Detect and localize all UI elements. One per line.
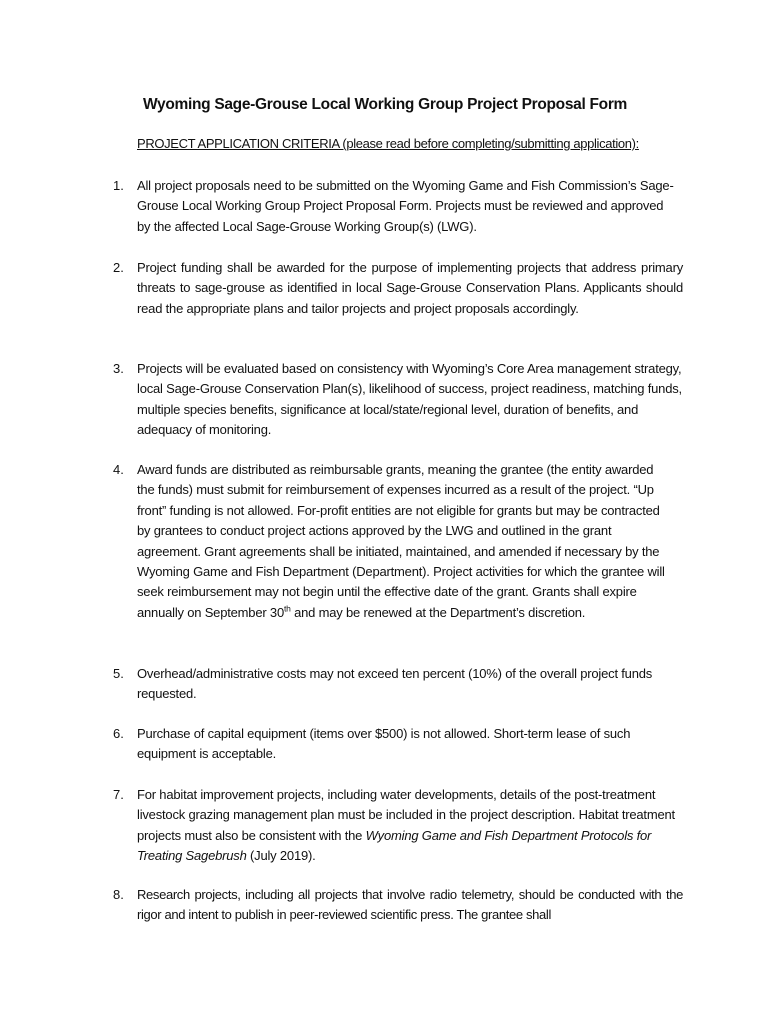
item-text-part: For habitat improvement projects, including water developments, details of the post-treatment livestock grazing management plan must be included in the project description. Habitat treatment projects must also be consistent with the bbox=[137, 787, 675, 843]
item-text: All project proposals need to be submitted on the Wyoming Game and Fish Commission’s Sage-Grouse Local Working Group Project Proposal Form. Projects must be reviewed and approved by the affected Local Sage-Grouse Working Group(s) (LWG). bbox=[137, 178, 674, 234]
item-text: Purchase of capital equipment (items over $500) is not allowed. Short-term lease of such equipment is acceptable. bbox=[137, 726, 631, 762]
item-number: 8. bbox=[113, 887, 124, 902]
item-number: 6. bbox=[113, 726, 124, 741]
criteria-item-1 bbox=[113, 176, 683, 237]
item-text-part: Award funds are distributed as reimbursable grants, meaning the grantee (the entity awarded the funds) must submit for reimbursement of expenses incurred as a result of the project. “Up front” funding is not allowed. For-profit entities are not eligible for grants but may be contracted by grantees to conduct project actions approved by the LWG and outlined in the grant agreement. Grant agreements shall be initiated, maintained, and amended if necessary by the Wyoming Game and Fish Department (Department). Project activities for which the grantee will seek reimbursement may not begin until the effective date of the grant. Grants shall expire annually on September 30 bbox=[137, 462, 665, 620]
item-text: Project funding shall be awarded for the purpose of implementing projects that address primary threats to sage-grouse as identified in local Sage-Grouse Conservation Plans. Applicants should read the appropriate plans and tailor projects and project proposals accordingly. bbox=[137, 260, 683, 316]
criteria-heading: PROJECT APPLICATION CRITERIA (please read before completing/submitting application): bbox=[137, 136, 639, 151]
item-text: Research projects, including all projects that involve radio telemetry, should be conducted with the rigor and intent to publish in peer-reviewed scientific press. The grantee shall bbox=[137, 887, 683, 923]
item-number: 2. bbox=[113, 260, 124, 275]
criteria-item-3 bbox=[113, 359, 683, 441]
item-text: Overhead/administrative costs may not exceed ten percent (10%) of the overall project funds requested. bbox=[137, 666, 653, 702]
criteria-item-2 bbox=[113, 258, 683, 319]
ordinal-suffix: th bbox=[283, 603, 291, 614]
item-number: 5. bbox=[113, 666, 124, 681]
criteria-item-4 bbox=[113, 460, 683, 623]
item-text-part: and may be renewed at the Department’s discretion. bbox=[290, 604, 586, 620]
criteria-item-8 bbox=[113, 885, 683, 926]
item-number: 7. bbox=[113, 787, 124, 802]
item-text-part: (July 2019). bbox=[246, 848, 316, 864]
criteria-item-5 bbox=[113, 664, 683, 705]
protocol-title: Wyoming Game and Fish Department Protocols for Treating Sagebrush bbox=[137, 827, 652, 864]
item-text bbox=[137, 785, 683, 867]
criteria-item-7 bbox=[113, 785, 683, 867]
item-number: 3. bbox=[113, 361, 124, 376]
criteria-item-6 bbox=[113, 724, 683, 765]
item-number: 1. bbox=[113, 178, 124, 193]
item-text: Projects will be evaluated based on consistency with Wyoming’s Core Area management strategy, local Sage-Grouse Conservation Plan(s), likelihood of success, project readiness, matching funds, multiple species benefits, significance at local/state/regional level, duration of benefits, and adequacy of monitoring. bbox=[137, 361, 682, 438]
form-title: Wyoming Sage-Grouse Local Working Group Project Proposal Form bbox=[142, 96, 628, 113]
item-number: 4. bbox=[113, 462, 124, 477]
item-text bbox=[137, 460, 673, 623]
